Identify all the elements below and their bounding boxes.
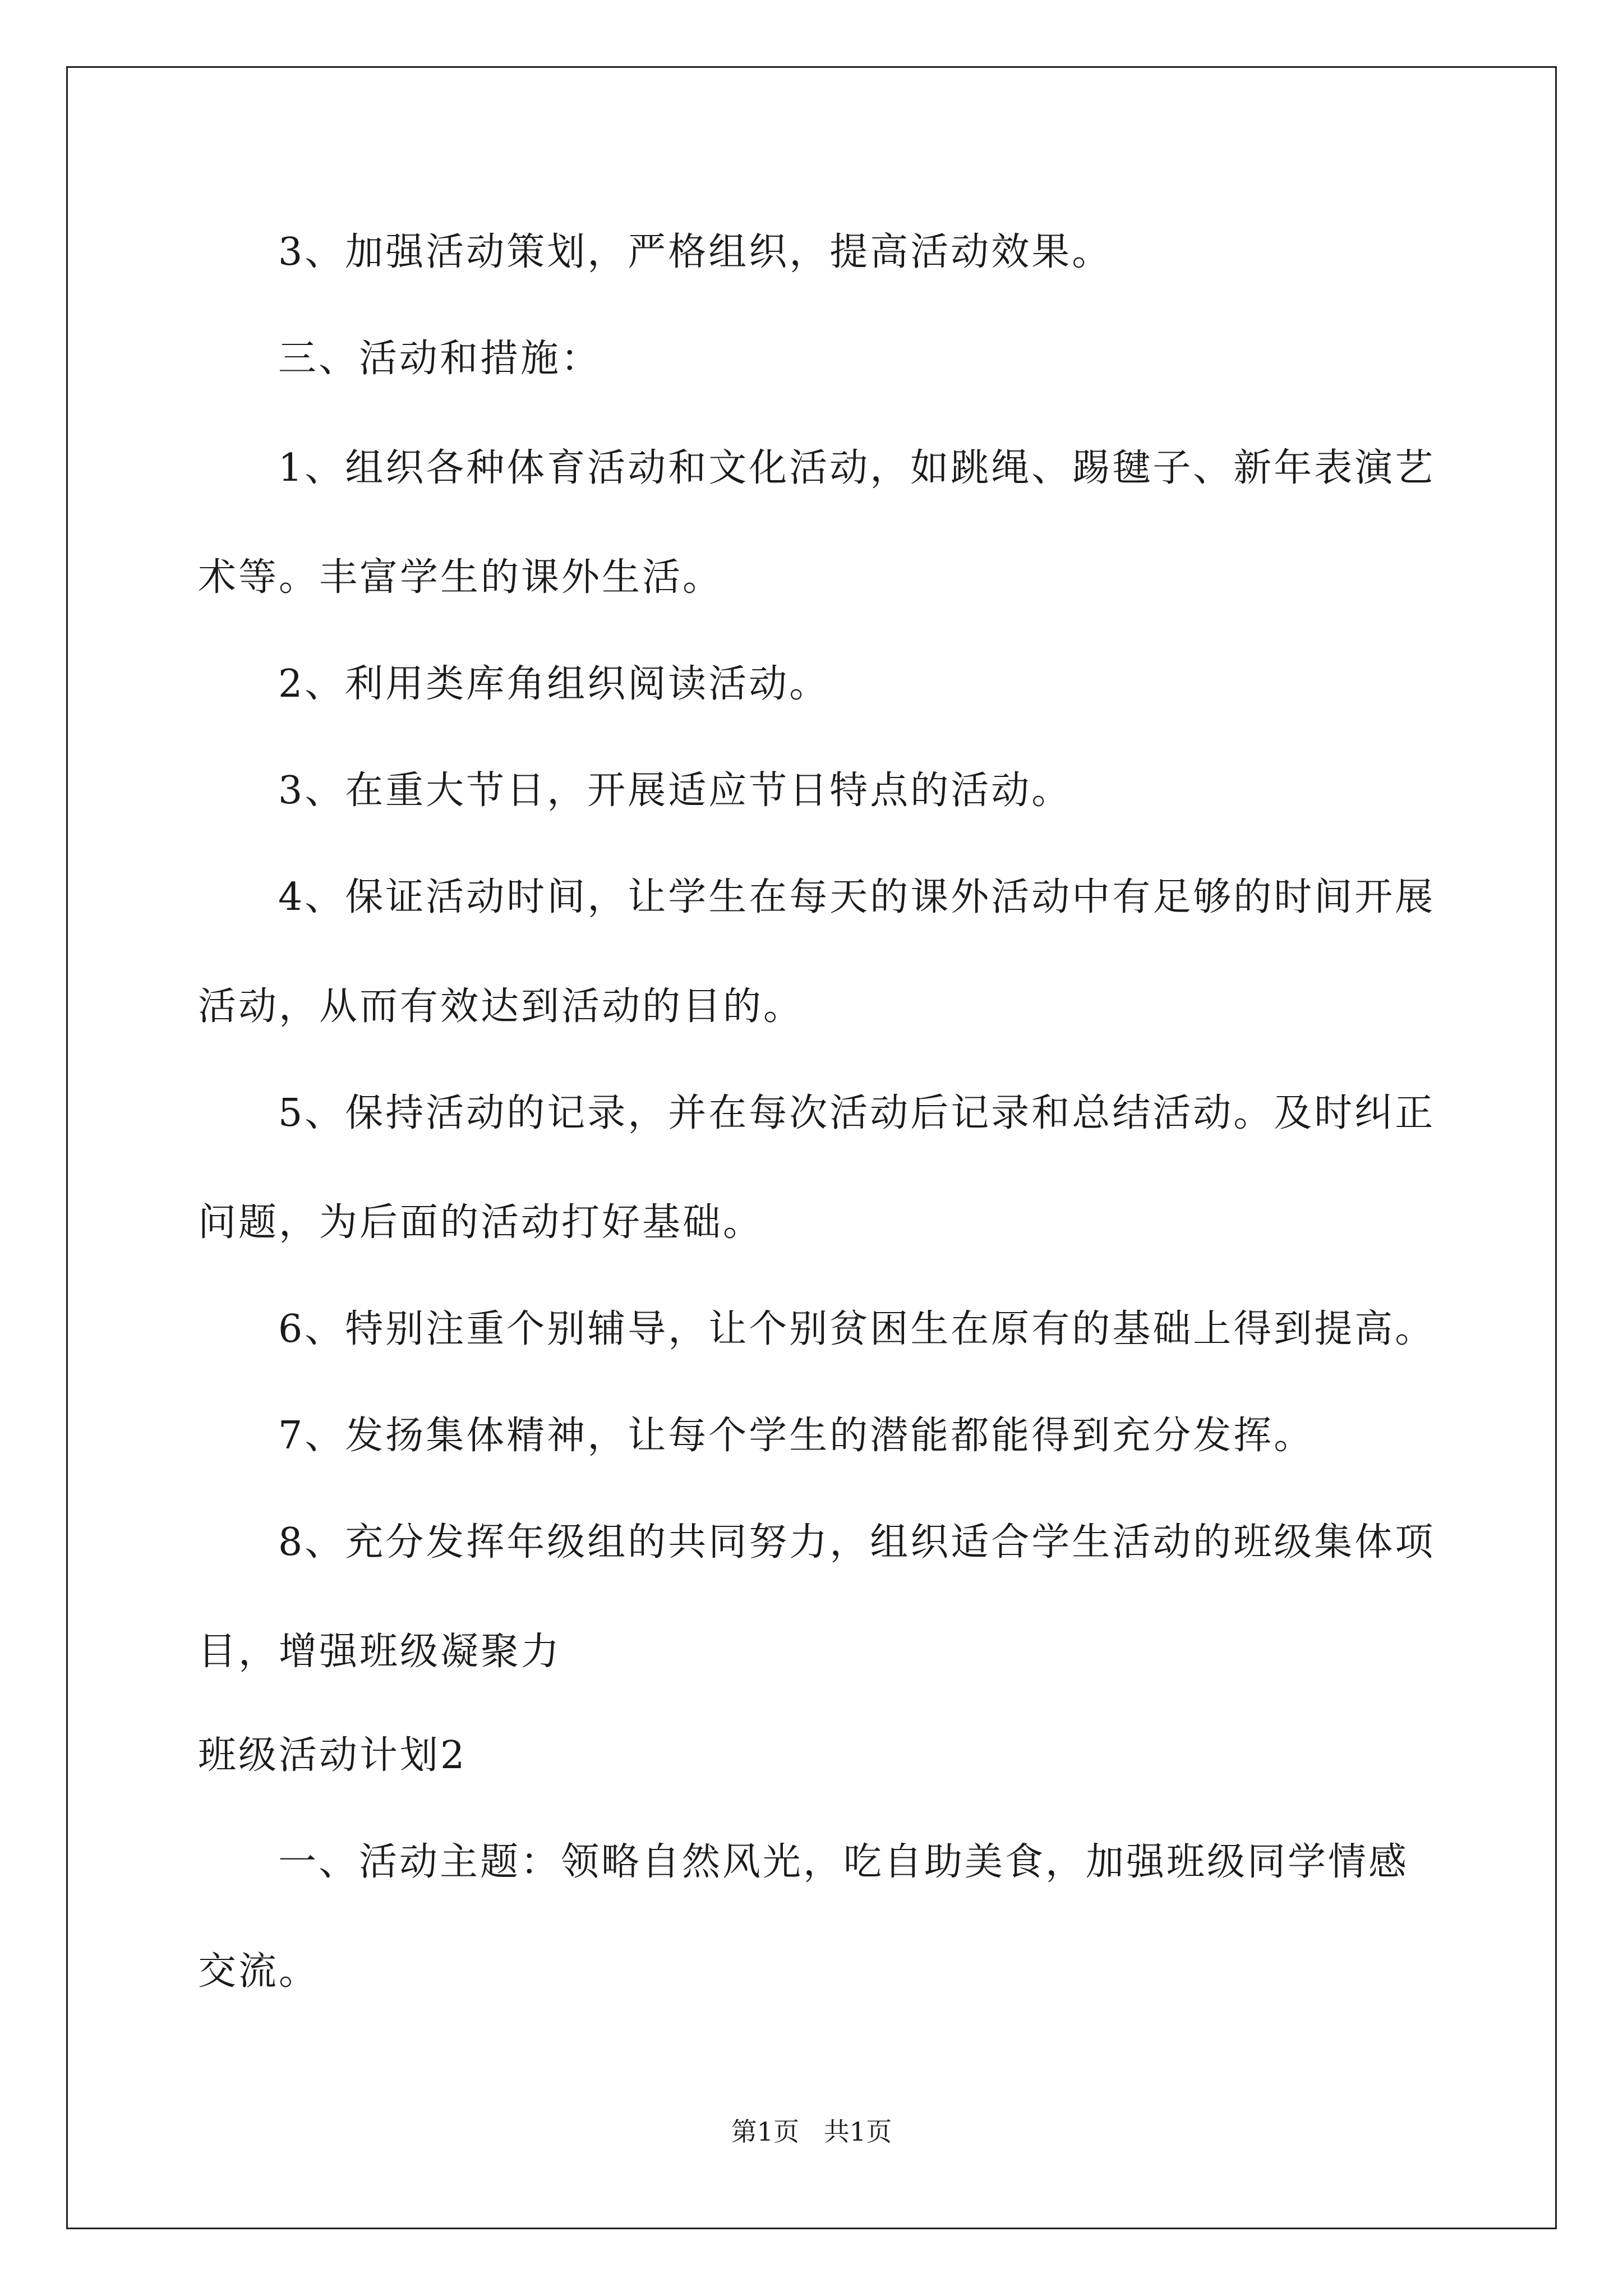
paragraph-line: 5、保持活动的记录，并在每次活动后记录和总结活动。及时纠正	[278, 1091, 1436, 1135]
paragraph-line: 2、利用类库角组织阅读活动。	[278, 662, 830, 706]
document-subtitle: 班级活动计划2	[198, 1733, 467, 1778]
paragraph-line: 活动，从而有效达到活动的目的。	[198, 984, 804, 1029]
paragraph-line: 一、活动主题：领略自然风光，吃自助美食，加强班级同学情感	[278, 1840, 1409, 1884]
paragraph-line: 术等。丰富学生的课外生活。	[198, 555, 723, 600]
paragraph-line: 目，增强班级凝聚力	[198, 1630, 562, 1674]
paragraph-line: 7、发扬集体精神，让每个学生的潜能都能得到充分发挥。	[278, 1414, 1315, 1458]
page-border	[66, 66, 1557, 2229]
paragraph-line: 交流。	[198, 1949, 320, 1994]
paragraph-line: 3、在重大节日，开展适应节日特点的活动。	[278, 769, 1072, 813]
paragraph-line: 8、充分发挥年级组的共同努力，组织适合学生活动的班级集体项	[278, 1520, 1436, 1565]
paragraph-line: 4、保证活动时间，让学生在每天的课外活动中有足够的时间开展	[278, 875, 1436, 919]
section-heading: 三、活动和措施：	[278, 337, 602, 381]
paragraph-line: 3、加强活动策划，严格组织，提高活动效果。	[278, 230, 1113, 274]
page-footer: 第1页 共1页	[731, 2116, 892, 2147]
paragraph-line: 6、特别注重个别辅导，让个别贫困生在原有的基础上得到提高。	[278, 1307, 1436, 1351]
paragraph-line: 问题，为后面的活动打好基础。	[198, 1200, 764, 1245]
paragraph-line: 1、组织各种体育活动和文化活动，如跳绳、踢毽子、新年表演艺	[278, 446, 1436, 490]
